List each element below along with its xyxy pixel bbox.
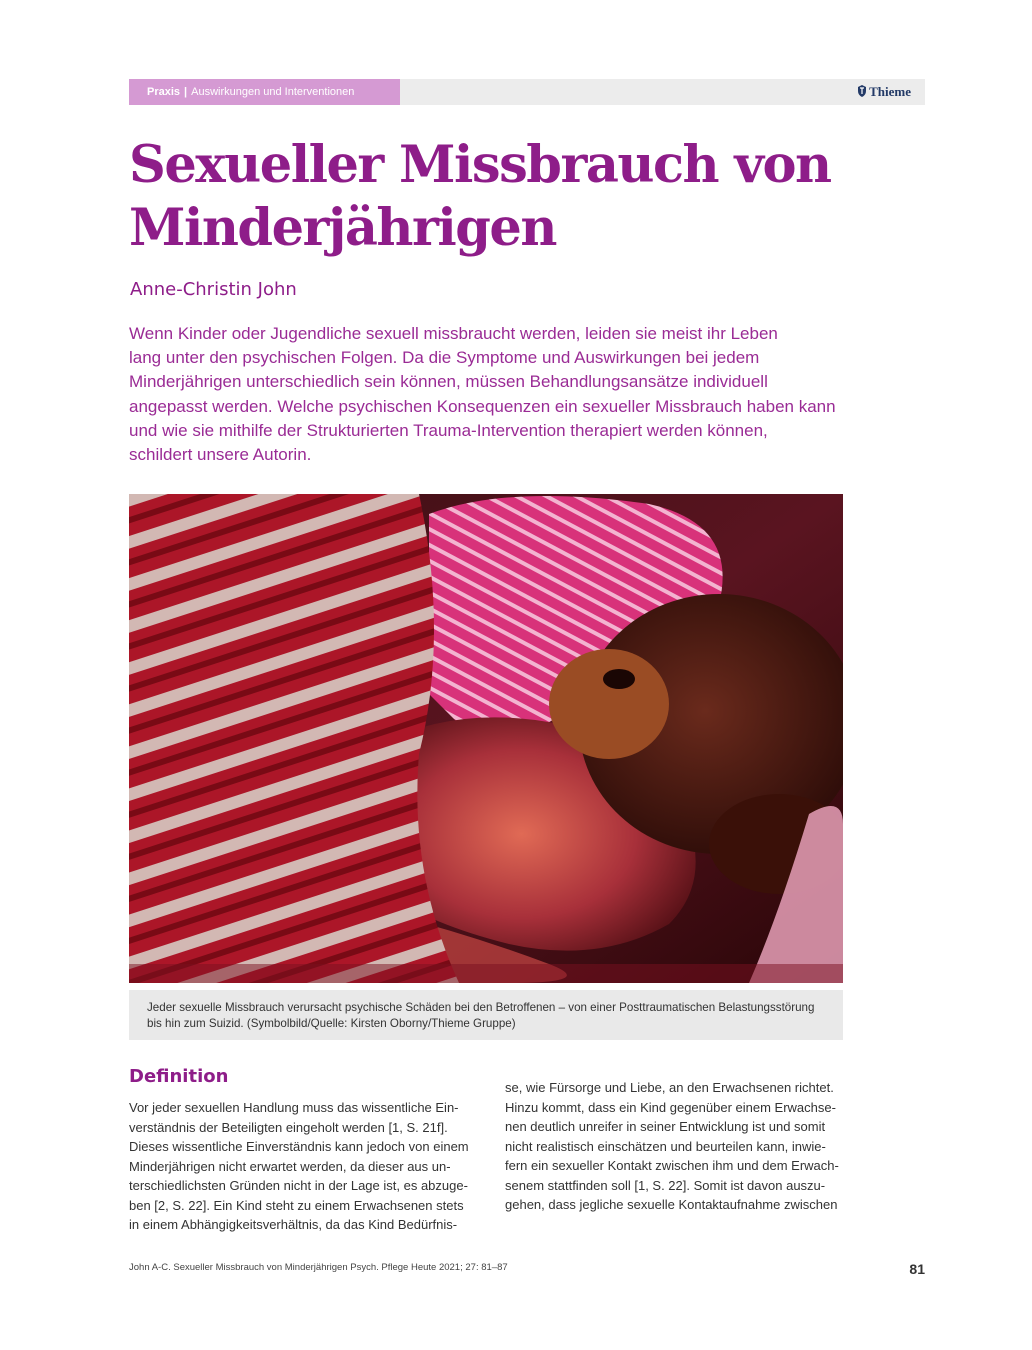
thieme-logo-icon bbox=[858, 85, 866, 97]
lead-line: schildert unsere Autorin. bbox=[129, 445, 312, 465]
body-line: senem stattfinden soll [1, S. 22]. Somit ist davon auszu- bbox=[505, 1177, 826, 1193]
page-number: 81 bbox=[909, 1261, 925, 1277]
body-line: in einem Abhängigkeitsverhältnis, da das Kind Bedürfnis- bbox=[129, 1217, 458, 1232]
author-name: Anne-Christin John bbox=[130, 279, 297, 300]
body-line: gehen, dass jegliche sexuelle Kontaktaufnahme zwischen bbox=[505, 1197, 838, 1212]
article-photo bbox=[129, 494, 843, 983]
publisher-logo bbox=[858, 79, 911, 105]
title-line-1: Sexueller Missbrauch von bbox=[129, 135, 831, 195]
subsection-name: Auswirkungen und Interventionen bbox=[191, 86, 355, 98]
body-line: nen deutlich unreifer in seiner Entwicklung ist und somit bbox=[505, 1119, 826, 1134]
publisher-name: Thieme bbox=[869, 84, 911, 99]
figure-caption bbox=[129, 990, 843, 1040]
article-title bbox=[129, 134, 929, 260]
body-line: se, wie Fürsorge und Liebe, an den Erwachsenen richtet. bbox=[505, 1080, 834, 1095]
caption-line: bis hin zum Suizid. (Symbolbild/Quelle: Kirsten Oborny/Thieme Gruppe) bbox=[147, 1017, 516, 1030]
body-line: Dieses wissentliche Einverständnis kann jedoch von einem bbox=[129, 1139, 469, 1154]
lead-line: lang unter den psychischen Folgen. Da die Symptome und Auswirkungen bei jedem bbox=[129, 348, 760, 368]
body-column-left bbox=[129, 1098, 469, 1235]
section-label bbox=[129, 79, 400, 105]
body-line: Hinzu kommt, dass ein Kind gegenüber einem Erwachse- bbox=[505, 1099, 836, 1115]
body-line: Vor jeder sexuellen Handlung muss das wissentliche Ein- bbox=[129, 1100, 459, 1115]
body-line: terschiedlichsten Gründen nicht in der Lage ist, es abzuge- bbox=[129, 1178, 468, 1193]
lead-line: Wenn Kinder oder Jugendliche sexuell missbraucht werden, leiden sie meist ihr Leben bbox=[129, 324, 778, 343]
body-line: verständnis der Beteiligten eingeholt werden [1, S. 21f]. bbox=[129, 1119, 448, 1135]
lead-line: und wie sie mithilfe der Strukturierten Trauma-Intervention therapiert werden können, bbox=[129, 420, 768, 440]
title-line-2: Minderjährigen bbox=[129, 198, 556, 258]
body-column-right bbox=[505, 1078, 845, 1215]
section-heading-definition: Definition bbox=[129, 1066, 229, 1087]
section-name: Praxis bbox=[147, 86, 181, 98]
footer-citation: John A-C. Sexueller Missbrauch von Minderjährigen Psych. Pflege Heute 2021; 27: 81–87 bbox=[129, 1262, 508, 1273]
lead-line: Minderjährigen unterschiedlich sein können, müssen Behandlungsansätze individuell bbox=[129, 372, 768, 392]
body-line: nicht realistisch einschätzen und beurteilen kann, inwie- bbox=[505, 1138, 826, 1154]
section-separator: | bbox=[184, 86, 188, 98]
photo-illustration bbox=[129, 494, 843, 983]
body-line: fern ein sexueller Kontakt zwischen ihm und dem Erwach- bbox=[505, 1158, 839, 1173]
body-line: ben [2, S. 22]. Ein Kind steht zu einem Erwachsenen stets bbox=[129, 1197, 464, 1213]
caption-line: Jeder sexuelle Missbrauch verursacht psychische Schäden bei den Betroffenen – von einer Posttraumatischen Belastungsstörung bbox=[147, 1001, 815, 1014]
body-line: Minderjährigen nicht erwartet werden, da dieser aus un- bbox=[129, 1158, 451, 1174]
running-header bbox=[129, 79, 925, 105]
lead-line: angepasst werden. Welche psychischen Konsequenzen ein sexueller Missbrauch haben kann bbox=[129, 396, 836, 416]
lead-paragraph bbox=[129, 322, 859, 467]
